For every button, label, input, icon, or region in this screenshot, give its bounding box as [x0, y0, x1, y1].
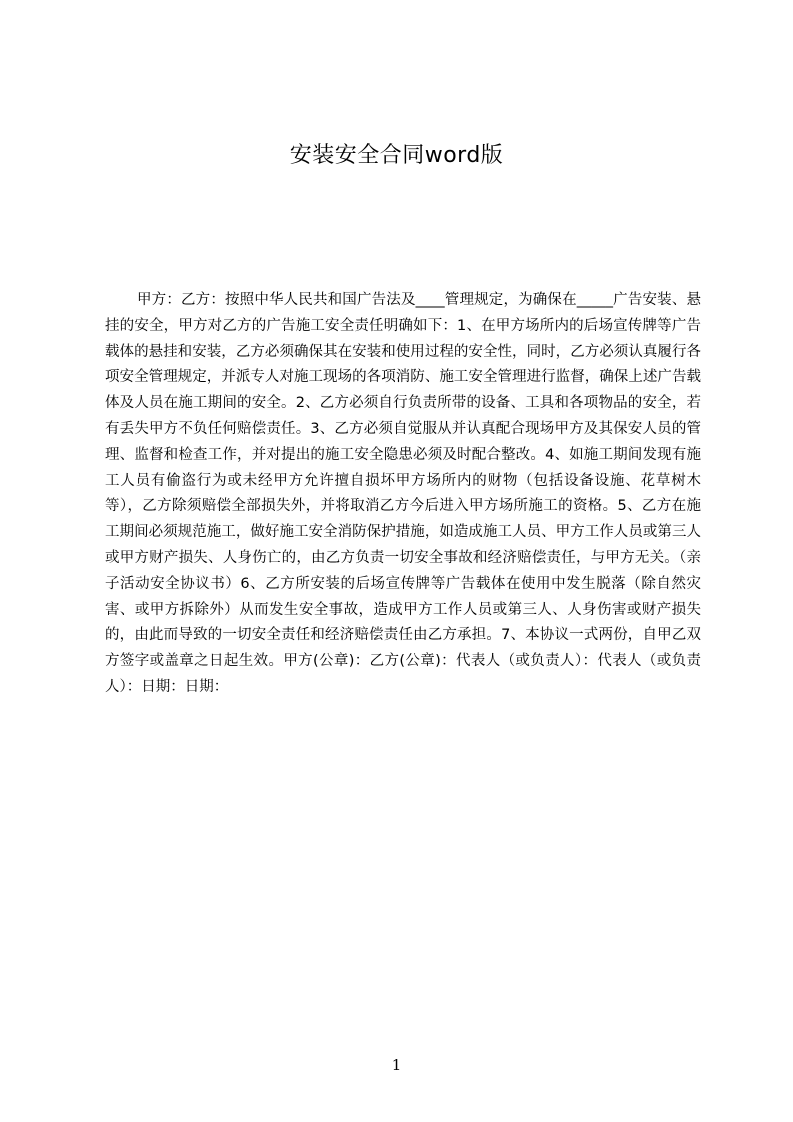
- page-number: 1: [391, 1056, 402, 1074]
- document-title: 安装安全合同word版: [289, 143, 504, 168]
- contract-body-paragraph: 甲方：乙方：按照中华人民共和国广告法及____管理规定，为确保在_____广告安装、悬挂的安全，甲方对乙方的广告施工安全责任明确如下：1、在甲方场所内的后场宣传牌等广告载体的悬挂和安装，乙方必须确保其在安装和使用过程的安全性，同时，乙方必须认真履行各项安全管理规定，并派专人对施工现场的各项消防、施工安全管理进行监督，确保上述广告载体及人员在施工期间的安全。2、乙方必须自行负责所带的设备、工具和各项物品的安全，若有丢失甲方不负任何赔偿责任。3、乙方必须自觉服从并认真配合现场甲方及其保安人员的管理、监督和检查工作，并对提出的施工安全隐患必须及时配合整改。4、如施工期间发现有施工人员有偷盗行为或未经甲方允许擅自损坏甲方场所内的财物（包括设备设施、花草树木等），乙方除须赔偿全部损失外，并将取消乙方今后进入甲方场所施工的资格。5、乙方在施工期间必须规范施工，做好施工安全消防保护措施，如造成施工人员、甲方工作人员或第三人或甲方财产损失、人身伤亡的，由乙方负责一切安全事故和经济赔偿责任，与甲方无关。（亲子活动安全协议书）6、乙方所安装的后场宣传牌等广告载体在使用中发生脱落（除自然灾害、或甲方拆除外）从而发生安全事故，造成甲方工作人员或第三人、人身伤害或财产损失的，由此而导致的一切安全责任和经济赔偿责任由乙方承担。7、本协议一式两份，自甲乙双方签字或盖章之日起生效。甲方(公章)：乙方(公章)：代表人（或负责人）：代表人（或负责人）：日期：日期：: [105, 292, 701, 695]
